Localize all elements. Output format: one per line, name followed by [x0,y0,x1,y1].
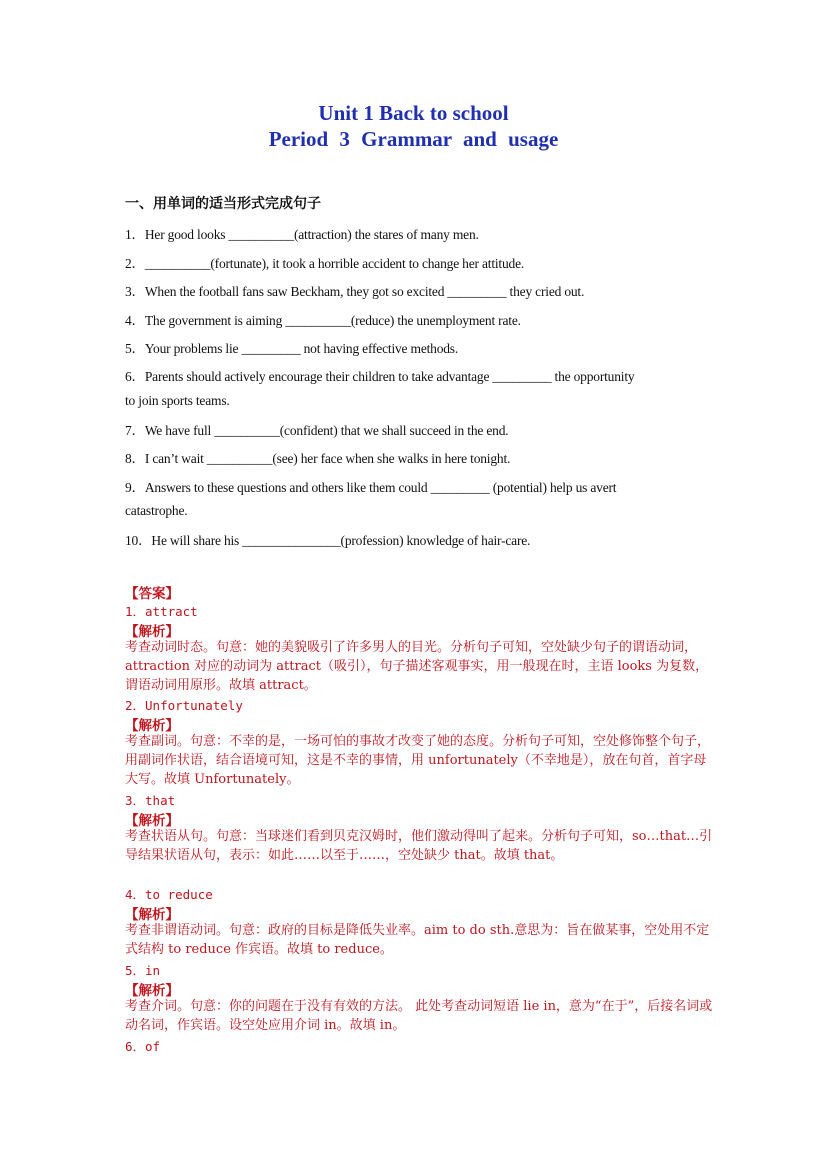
question-4: 4．The government is aiming __________(reduce) the unemployment rate. [125,313,521,328]
analysis-label-4: 【解析】 [125,907,179,923]
question-10: 10．He will share his _______________(profession) knowledge of hair-care. [125,533,531,548]
question-3: 3．When the football fans saw Beckham, they got so excited _________ they cried out. [125,284,585,299]
question-6-continued: to join sports teams. [125,393,230,408]
question-1: 1．Her good looks __________(attraction) the stares of many men. [125,227,479,242]
question-7: 7．We have full __________(confident) that we shall succeed in the end. [125,423,509,438]
analysis-4: 考查非谓语动词。句意：政府的目标是降低失业率。aim to do sth.意思为：旨在做某事，空处用不定式结构 to reduce 作宾语。故填 to reduce。 [125,923,710,957]
analysis-label-2: 【解析】 [125,718,179,734]
question-9: 9．Answers to these questions and others like them could _________ (potential) help us avert [125,480,617,495]
answer-1: 1．attract [125,604,198,619]
analysis-5: 考查介词。句意：你的问题在于没有有效的方法。 此处考查动词短语 lie in，意为“在于”，后接名词或动名词，作宾语。设空处应用介词 in。故填 in。 [125,999,713,1033]
answer-2: 2．Unfortunately [125,698,243,713]
answer-6: 6．of [125,1039,161,1054]
question-8: 8．I can’t wait __________(see) her face when she walks in here tonight. [125,451,511,466]
answer-3: 3．that [125,793,176,808]
question-2: 2．__________(fortunate), it took a horrible accident to change her attitude. [125,256,525,271]
answers-heading: 【答案】 [125,586,179,602]
question-9-continued: catastrophe. [125,503,188,518]
page-title: Unit 1 Back to school [318,101,509,125]
answer-4: 4．to reduce [125,887,213,902]
analysis-label-5: 【解析】 [125,983,179,999]
analysis-label-1: 【解析】 [125,624,179,640]
question-5: 5．Your problems lie _________ not having effective methods. [125,341,459,356]
analysis-2: 考查副词。句意：不幸的是，一场可怕的事故才改变了她的态度。分析句子可知，空处修饰整个句子，用副词作状语，结合语境可知，这是不幸的事情，用 unfortunately（不幸地是），放在句首，首字母大写。故填 Unfortunately。 [125,734,711,787]
answer-5: 5．in [125,963,161,978]
page-subtitle: Period 3 Grammar and usage [268,127,559,151]
question-6: 6．Parents should actively encourage their children to take advantage _________ the opportunity [125,369,635,384]
analysis-1: 考查动词时态。句意：她的美貌吸引了许多男人的目光。分析句子可知，空处缺少句子的谓语动词，attraction 对应的动词为 attract（吸引），句子描述客观事实，用一般现在时，主语 looks 为复数，谓语动词用原形。故填 attract。 [125,640,709,693]
section-title: 一、用单词的适当形式完成句子 [125,196,321,212]
analysis-label-3: 【解析】 [125,813,179,829]
analysis-3: 考查状语从句。句意：当球迷们看到贝克汉姆时，他们激动得叫了起来。分析句子可知，so…that…引导结果状语从句，表示：如此……以至于……，空处缺少 that。故填 that。 [125,829,713,863]
